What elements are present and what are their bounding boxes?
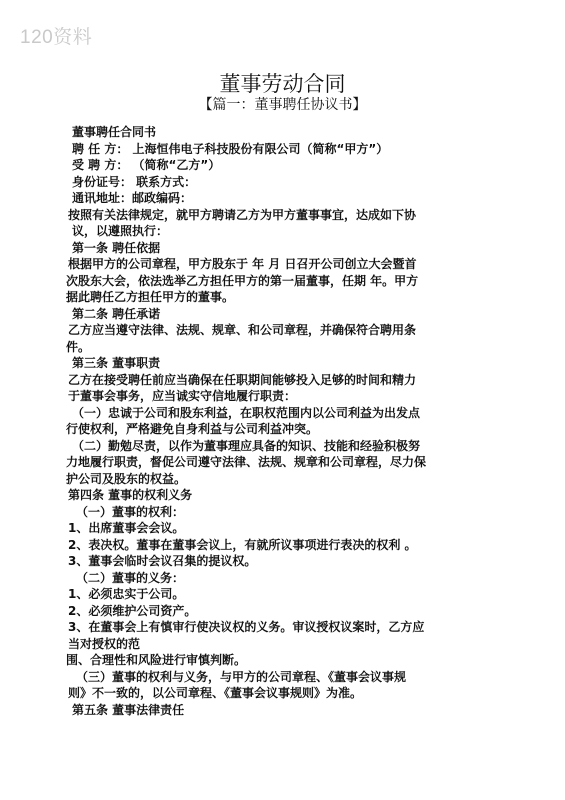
body-line: （一）忠诚于公司和股东利益，在职权范围内以公司利益为出发点 <box>72 405 421 420</box>
document-subtitle: 【篇一：董事聘任协议书】 <box>198 97 367 113</box>
body-line: 于董事会事务，应当诚实守信地履行职责： <box>68 389 297 403</box>
body-line: 乙方在接受聘任前应当确保在任职期间能够投入足够的时间和精力 <box>68 372 417 387</box>
body-line: 通讯地址：邮政编码： <box>72 191 193 205</box>
body-line: 护公司及股东的权益。 <box>66 471 187 486</box>
body-line: 力地履行职责，督促公司遵守法律、法规、规章和公司章程，尽力保 <box>66 455 427 469</box>
body-line: 按照有关法律规定，就甲方聘请乙方为甲方董事事宜，达成如下协 <box>68 207 417 222</box>
body-line: 第四条 董事的权利义务 <box>68 488 193 502</box>
body-line: 行使权利，严格避免自身利益与公司利益冲突。 <box>66 422 319 436</box>
body-line: 1、出席董事会会议。 <box>68 521 185 535</box>
body-line: 3、在董事会上有慎审行使决议权的义务。审议授权议案时，乙方应 <box>68 620 425 634</box>
body-line: 件。 <box>66 339 91 354</box>
body-line: 则》不一致的，以公司章程、《董事会议事规则》为准。 <box>68 686 363 700</box>
body-line: 第一条 聘任依据 <box>72 240 161 255</box>
body-line: 第三条 董事职责 <box>72 356 161 370</box>
body-line: 身份证号： 联系方式： <box>72 174 197 189</box>
body-line: 受 聘 方： （简称“乙方”） <box>72 158 221 172</box>
body-line: 1、必须忠实于公司。 <box>68 587 185 601</box>
body-line: 聘 任 方： 上海恒伟电子科技股份有限公司（简称“甲方”） <box>72 141 389 156</box>
body-line: 2、表决权。董事在董事会议上，有就所议事项进行表决的权利 。 <box>68 537 417 552</box>
body-line: 次股东大会，依法选举乙方担任甲方的第一届董事，任期 年。甲方 <box>66 273 419 288</box>
body-line: 乙方应当遵守法律、法规、规章、和公司章程，并确保符合聘用条 <box>68 323 417 337</box>
body-line: （一）董事的权利： <box>76 504 185 519</box>
document-body <box>68 124 508 718</box>
body-line: （二）董事的义务： <box>76 570 185 585</box>
body-line: 2、必须维护公司资产。 <box>68 603 197 618</box>
document-title: 董事劳动合同 <box>219 72 346 96</box>
body-line: （二）勤勉尽责，以作为董事理应具备的知识、技能和经验积极努 <box>72 438 421 453</box>
body-line: 据此聘任乙方担任甲方的董事。 <box>66 290 235 304</box>
body-line: 第二条 聘任承诺 <box>72 306 161 321</box>
watermark: 120资料 <box>20 27 93 48</box>
body-line: 根据甲方的公司章程，甲方股东于 年 月 日召开公司创立大会暨首 <box>68 257 417 271</box>
body-line: 董事聘任合同书 <box>72 125 157 139</box>
body-line: 围、合理性和风险进行审慎判断。 <box>66 653 247 667</box>
body-line: （三）董事的权利与义务，与甲方的公司章程、《董事会议事规 <box>76 669 407 684</box>
body-line: 当对授权的范 <box>68 636 141 651</box>
body-line: 议，以遵照执行： <box>72 224 169 238</box>
body-line: 3、董事会临时会议召集的提议权。 <box>68 554 257 568</box>
body-line: 第五条 董事法律责任 <box>72 702 185 717</box>
